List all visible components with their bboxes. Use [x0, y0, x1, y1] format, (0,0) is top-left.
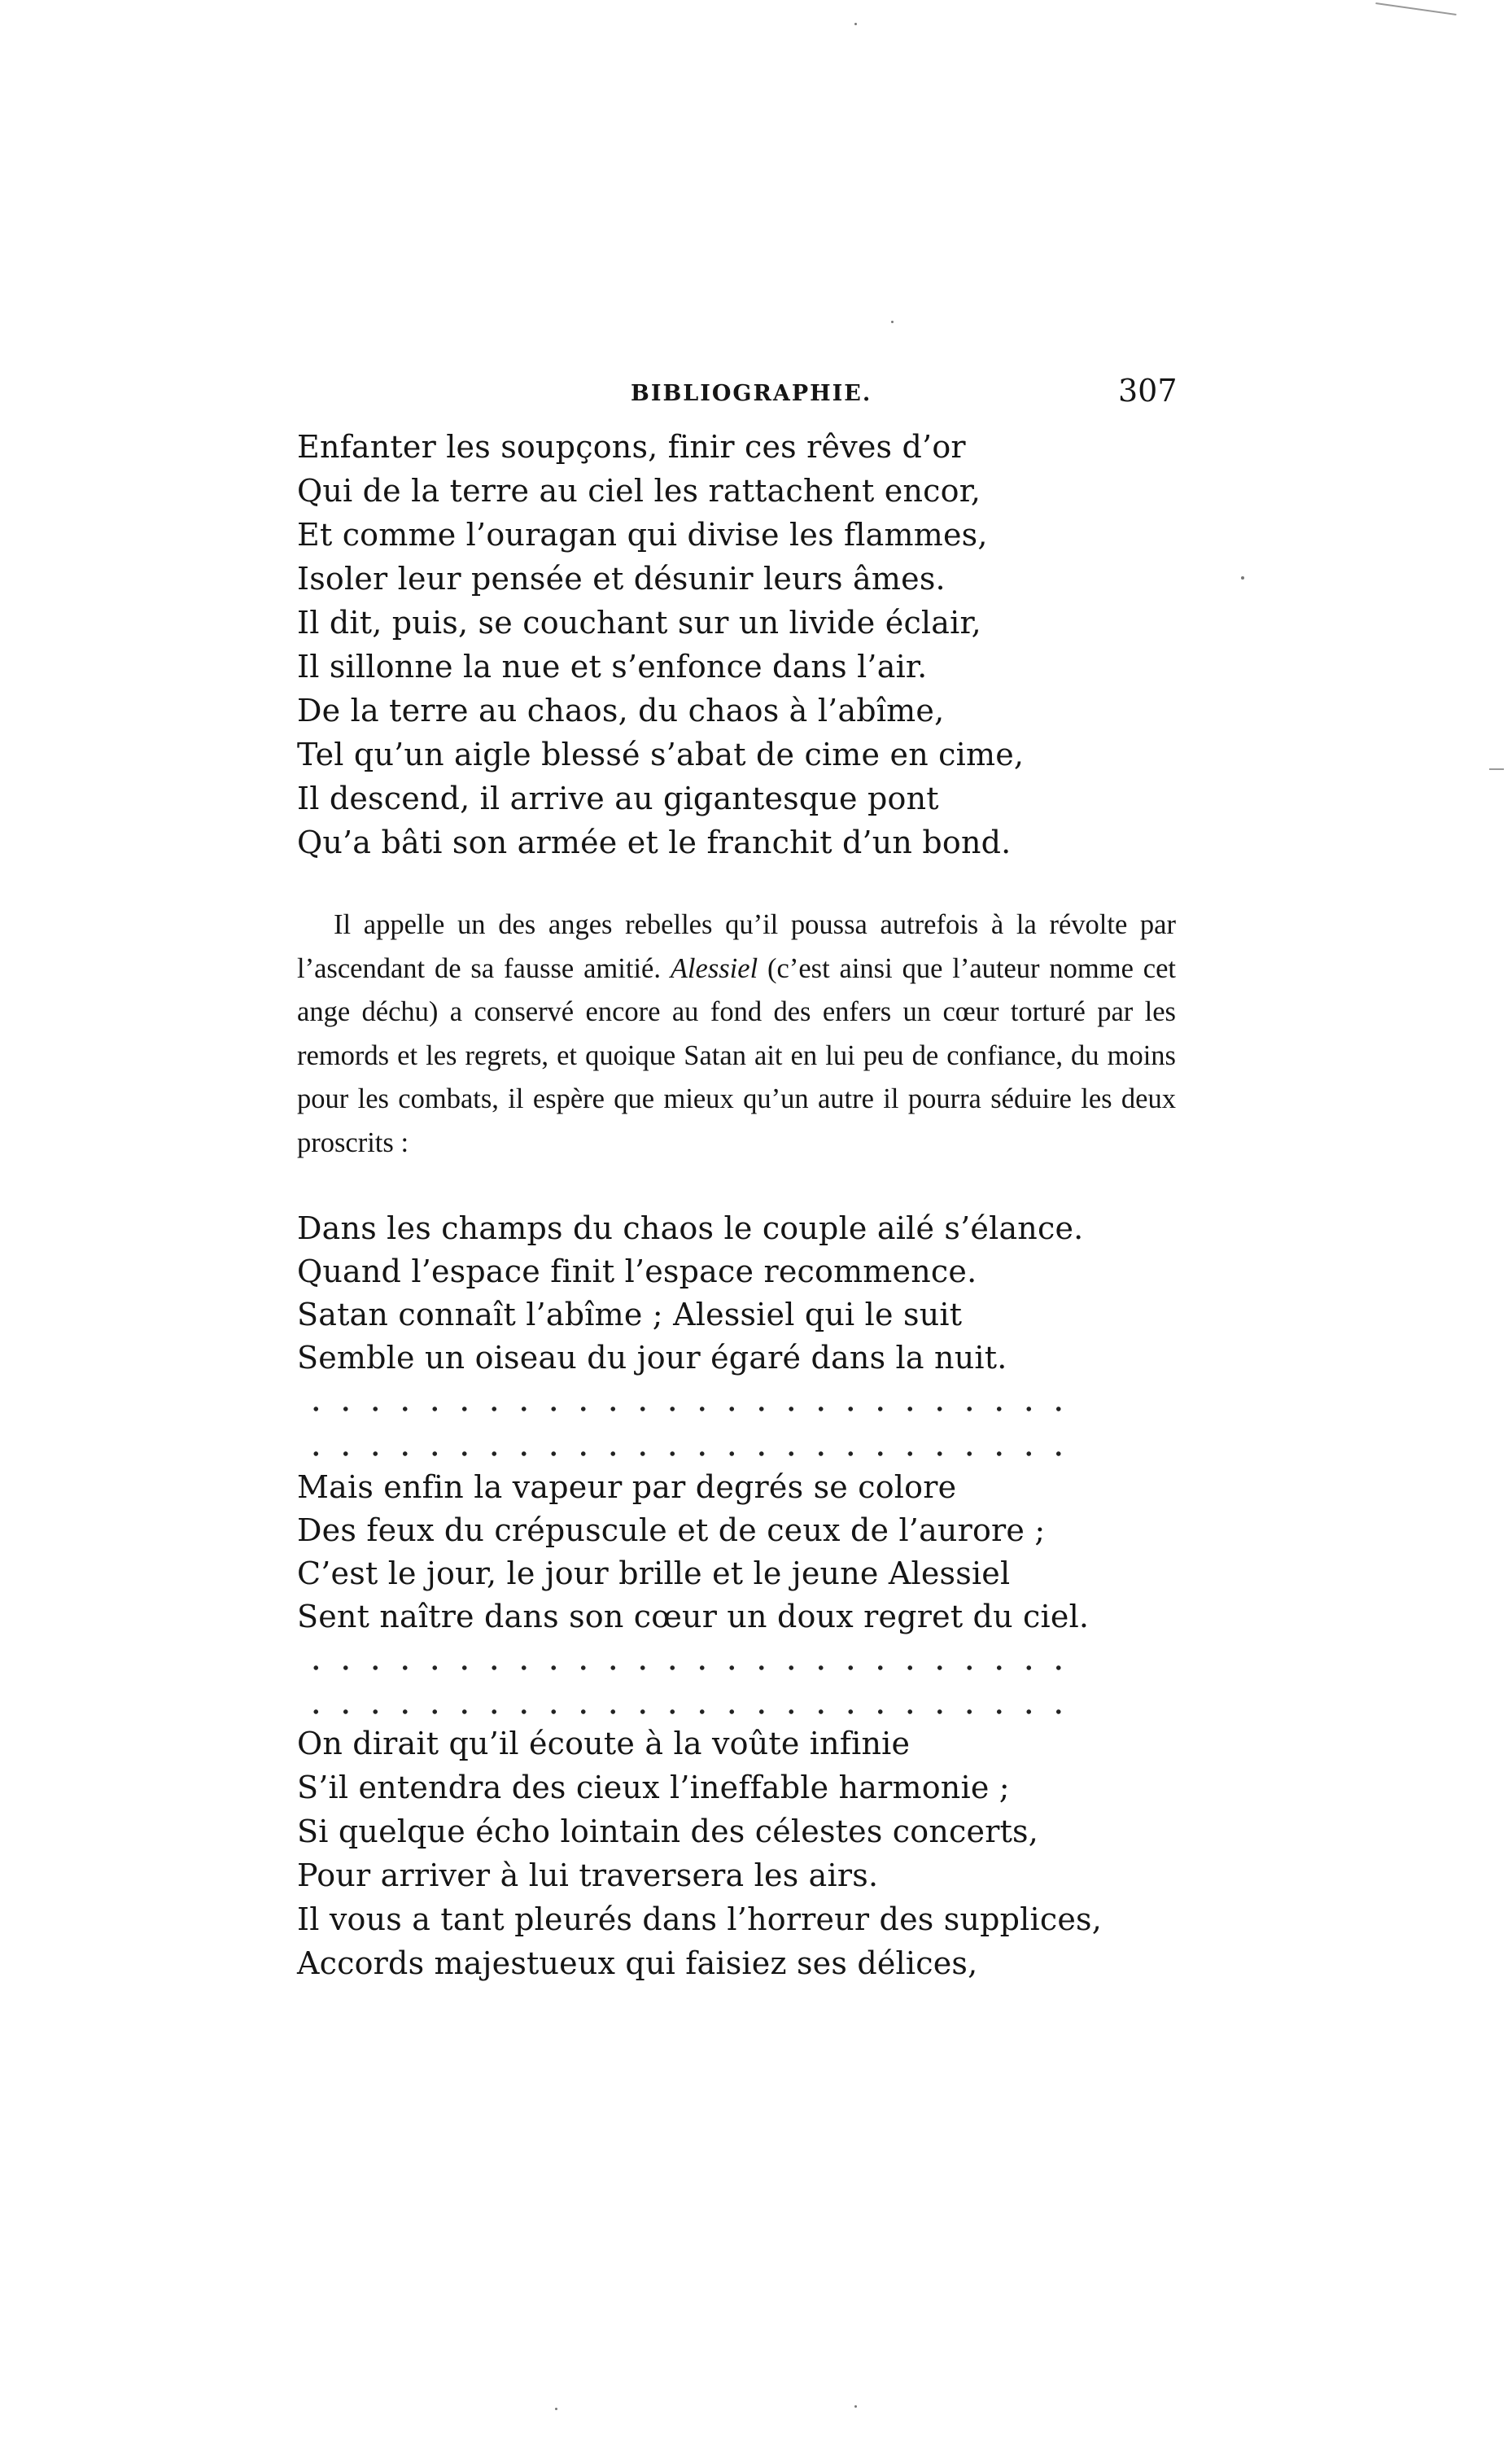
page-number: 307 [1118, 373, 1178, 409]
verse-line: Qui de la terre au ciel les rattachent encor, [297, 473, 981, 509]
verse-line: Qu’a bâti son armée et le franchit d’un bond. [297, 825, 1012, 860]
prose-text-part2: (c’est ainsi que l’auteur nomme cet ange déchu) a conservé encore au fond des enfers un cœur torturé par les remords et les regrets, et quoique Satan ait en lui peu de confiance, du moins pour les combats, il espère que mieux qu’un autre il pourra séduire les deux proscrits : [297, 952, 1176, 1158]
scan-artifact-stroke [1375, 2, 1456, 15]
prose-paragraph [297, 903, 1176, 1166]
verse-line: Il dit, puis, se couchant sur un livide éclair, [297, 605, 981, 641]
verse-line: Enfanter les soupçons, finir ces rêves d’or [297, 429, 966, 465]
ellipsis-dotted-line [301, 1404, 1074, 1414]
scan-speck [1241, 576, 1244, 580]
character-name-italic: Alessiel [670, 952, 758, 984]
scan-speck [891, 321, 894, 323]
verse-line: S’il entendra des cieux l’ineffable harmonie ; [297, 1770, 1010, 1805]
verse-line: Satan connaît l’abîme ; Alessiel qui le suit [297, 1297, 963, 1332]
verse-line: Accords majestueux qui faisiez ses délices, [297, 1945, 978, 1981]
verse-line: Semble un oiseau du jour égaré dans la nuit. [297, 1340, 1007, 1376]
ellipsis-dotted-line [301, 1663, 1074, 1673]
verse-line: Mais enfin la vapeur par degrés se colore [297, 1469, 957, 1505]
prose-text-part1: Il appelle un des anges rebelles qu’il poussa autrefois à la révolte par l’ascendant de sa fausse amitié. [297, 909, 1176, 984]
verse-line: Il sillonne la nue et s’enfonce dans l’air. [297, 649, 928, 685]
ellipsis-dotted-line [301, 1707, 1074, 1717]
verse-line: On dirait qu’il écoute à la voûte infinie [297, 1726, 911, 1761]
verse-line: Des feux du crépuscule et de ceux de l’aurore ; [297, 1512, 1046, 1548]
verse-line: Si quelque écho lointain des célestes concerts, [297, 1814, 1039, 1849]
verse-line: Dans les champs du chaos le couple ailé s’élance. [297, 1210, 1084, 1246]
verse-line: Isoler leur pensée et désunir leurs âmes. [297, 561, 946, 597]
verse-line: Tel qu’un aigle blessé s’abat de cime en cime, [297, 737, 1025, 772]
running-header: BIBLIOGRAPHIE. [631, 381, 872, 406]
verse-line: Pour arriver à lui traversera les airs. [297, 1857, 879, 1893]
verse-line: De la terre au chaos, du chaos à l’abîme, [297, 693, 945, 728]
verse-line: Il descend, il arrive au gigantesque pont [297, 781, 939, 816]
scan-speck [555, 2408, 557, 2410]
scan-artifact-stroke [1489, 768, 1504, 770]
verse-line: C’est le jour, le jour brille et le jeune Alessiel [297, 1555, 1011, 1591]
verse-line: Quand l’espace finit l’espace recommence. [297, 1254, 977, 1289]
verse-line: Sent naître dans son cœur un doux regret du ciel. [297, 1599, 1090, 1634]
scan-speck [854, 2405, 857, 2408]
verse-line: Il vous a tant pleurés dans l’horreur des supplices, [297, 1901, 1103, 1937]
scan-speck [854, 23, 857, 25]
ellipsis-dotted-line [301, 1449, 1074, 1459]
verse-line: Et comme l’ouragan qui divise les flammes, [297, 517, 988, 553]
